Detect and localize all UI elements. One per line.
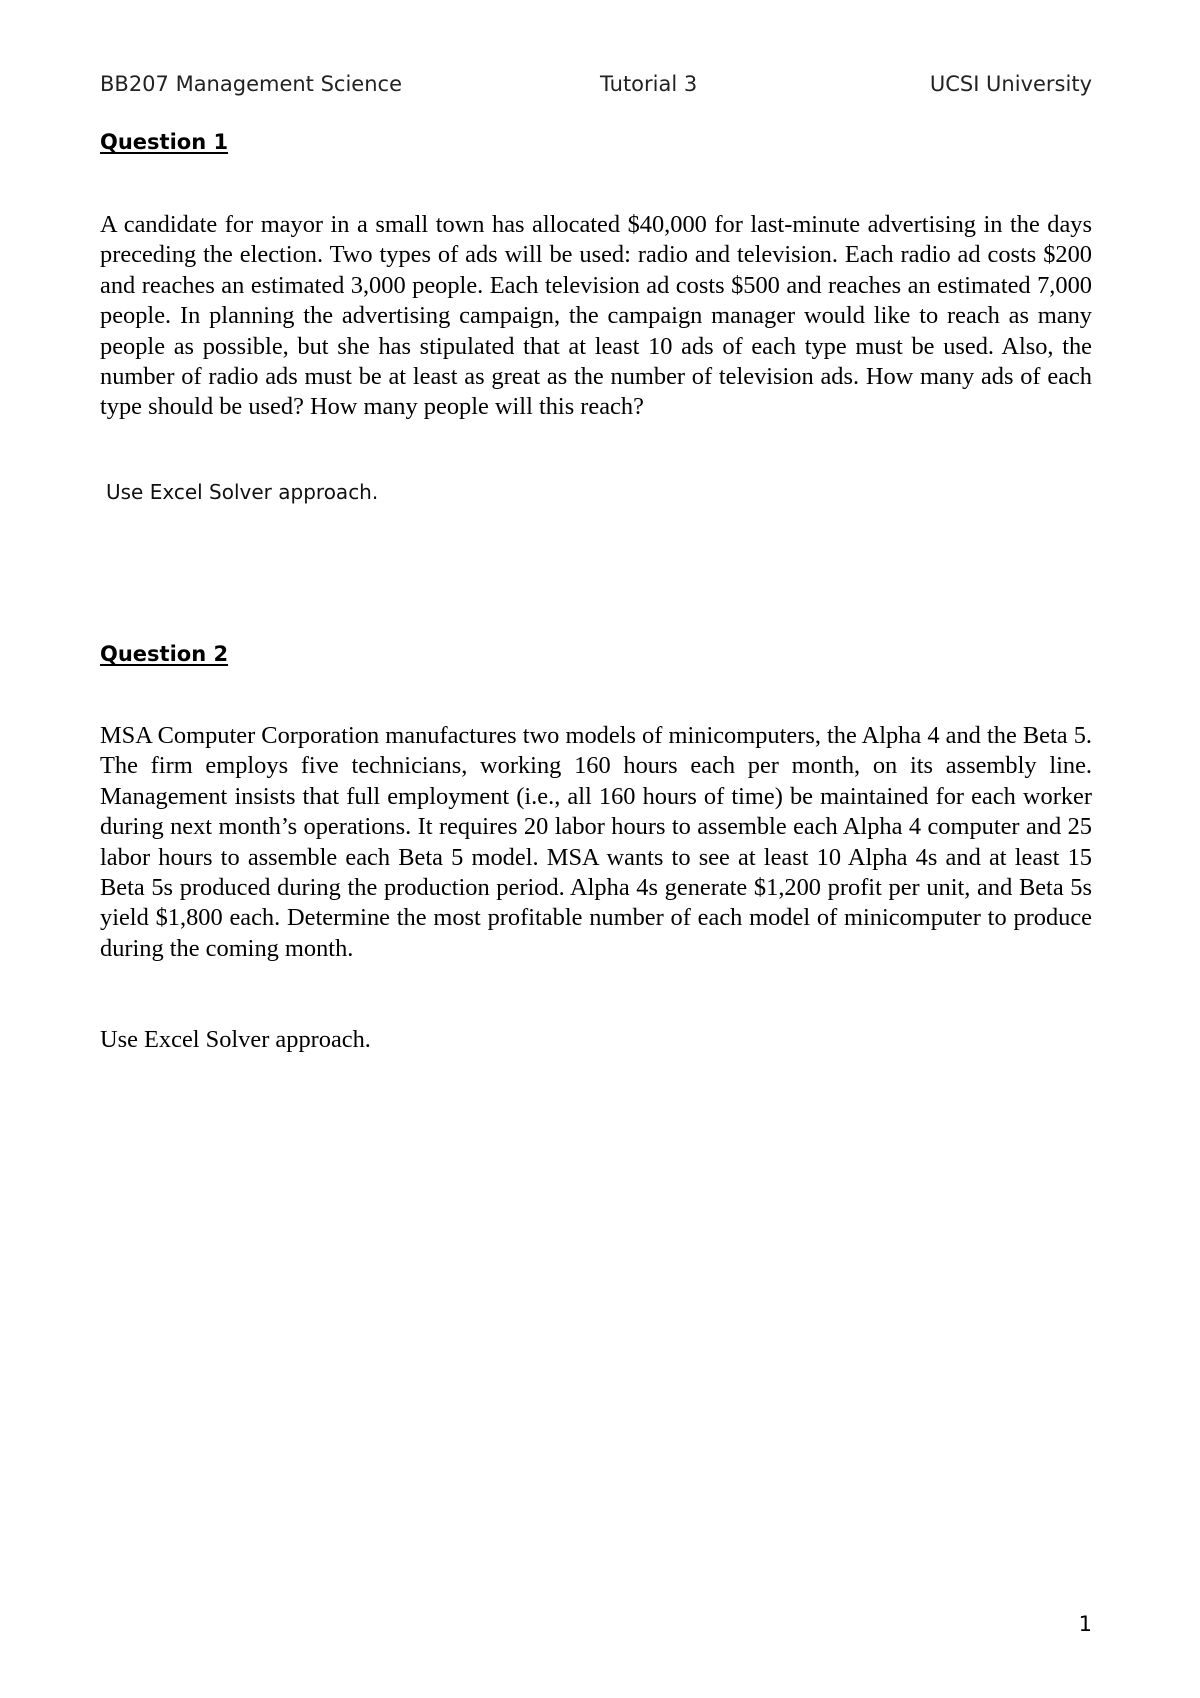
question-1-body: A candidate for mayor in a small town has allocated $40,000 for last-minute advertising in the days preceding the election. Two types of ads will be used: radio and television. Each radio ad costs $200 and reaches an estimated 3,000 people. Each television ad costs $500 and reaches an estimated 7,000 people. In planning the advertising campaign, the campaign manager would like to reach as many people as possible, but she has stipulated that at least 10 ads of each type must be used. Also, the number of radio ads must be at least as great as the number of television ads. How many ads of each type should be used? How many people will this reach?	[100, 211, 1092, 421]
question-2-body: MSA Computer Corporation manufactures two models of minicomputers, the Alpha 4 and the Beta 5. The firm employs five technicians, working 160 hours each per month, on its assembly line. Management insists that full employment (i.e., all 160 hours of time) be maintained for each worker during next month’s operations. It requires 20 labor hours to assemble each Alpha 4 computer and 25 labor hours to assemble each Beta 5 model. MSA wants to see at least 10 Alpha 4s and at least 15 Beta 5s produced during the production period. Alpha 4s generate $1,200 profit per unit, and Beta 5s yield $1,800 each. Determine the most profitable number of each model of minicomputer to produce during the coming month.	[100, 722, 1092, 962]
question-1-heading: Question 1	[100, 130, 229, 154]
header-tutorial: Tutorial 3	[600, 72, 698, 96]
question-2-heading: Question 2	[100, 642, 229, 666]
page-number: 1	[1078, 1612, 1092, 1636]
question-1-note: Use Excel Solver approach.	[106, 480, 379, 504]
question-2-note: Use Excel Solver approach.	[100, 1026, 371, 1053]
header-university: UCSI University	[929, 72, 1092, 96]
header-course: BB207 Management Science	[100, 72, 402, 96]
page-header	[100, 72, 1092, 104]
